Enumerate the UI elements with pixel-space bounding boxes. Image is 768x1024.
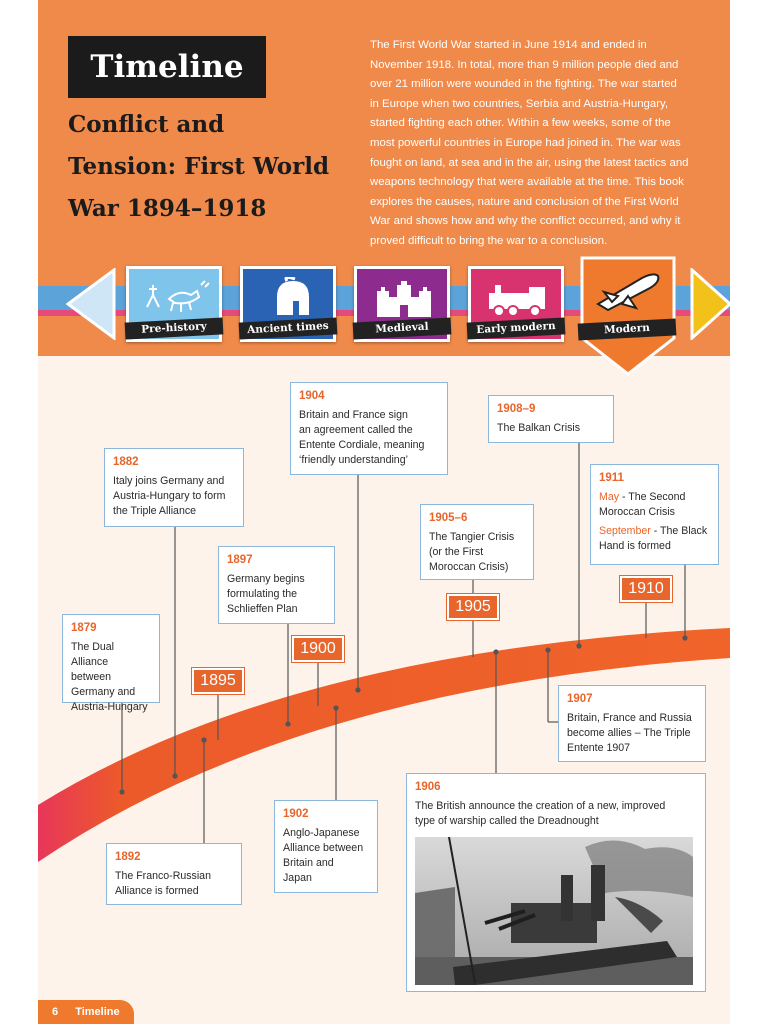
event-text xyxy=(599,490,710,505)
event-text: Schlieffen Plan xyxy=(227,603,298,615)
event-text: (or the First xyxy=(429,546,484,558)
event-text: Anglo-Japanese xyxy=(283,827,360,839)
year-tag-1900: 1900 xyxy=(292,636,344,662)
event-1907 xyxy=(558,685,706,762)
event-1897 xyxy=(218,546,335,624)
intro-line: explores the causes, nature and conclusion of the First World xyxy=(370,195,679,208)
event-text: The Dual Alliance xyxy=(71,641,114,668)
event-1879 xyxy=(62,614,160,713)
event-text: Alliance between xyxy=(283,842,364,854)
event-text: Austria-Hungary xyxy=(71,701,148,713)
event-1905-6 xyxy=(420,504,534,580)
event-text: between xyxy=(71,671,112,683)
event-text: The Balkan Crisis xyxy=(497,422,581,434)
connector-dot xyxy=(494,650,498,654)
event-year: 1905–6 xyxy=(429,512,468,524)
event-text: Britain, France and Russia xyxy=(567,712,692,724)
event-text: Italy joins Germany and xyxy=(113,475,225,487)
subtitle-line: War 1894–1918 xyxy=(68,195,267,222)
page-footer xyxy=(38,1000,134,1024)
event-year: 1892 xyxy=(115,851,141,863)
event-1902 xyxy=(274,800,378,893)
event-text: Moroccan Crisis xyxy=(599,506,675,518)
event-text-part: - The Second xyxy=(619,491,686,503)
event-text: Austria-Hungary to form xyxy=(113,490,226,502)
connector-dot xyxy=(120,790,124,794)
intro-line: most powerful countries in Europe had joined in. The war was xyxy=(370,136,681,149)
subtitle-line: Tension: First World xyxy=(68,153,330,180)
intro-line: proved difficult to bring the war to a conclusion. xyxy=(370,234,608,247)
event-text-part: - The Black xyxy=(650,525,708,537)
event-text: Hand is formed xyxy=(599,540,671,552)
year-tag-1910: 1910 xyxy=(620,576,672,602)
connector-dot xyxy=(546,648,550,652)
event-text: The Tangier Crisis xyxy=(429,531,515,543)
event-text: Entente 1907 xyxy=(567,742,631,754)
event-text: The Franco-Russian xyxy=(115,870,211,882)
event-text: Japan xyxy=(283,872,312,884)
subtitle-line: Conflict and xyxy=(68,111,225,138)
event-year: 1907 xyxy=(567,693,593,705)
era-label: Early modern xyxy=(467,317,566,339)
year-tag-1905: 1905 xyxy=(447,594,499,620)
intro-line: fought on land, at sea and in the air, using the latest tactics and xyxy=(370,156,689,169)
connector-dot xyxy=(356,688,360,692)
connector-dot xyxy=(683,636,687,640)
event-month: September xyxy=(599,525,651,537)
event-year: 1911 xyxy=(599,472,624,484)
event-text: Britain and France sign xyxy=(299,409,408,421)
event-text: Germany and xyxy=(71,686,136,698)
event-month: May xyxy=(599,491,620,503)
page xyxy=(38,0,730,1024)
connector-dot xyxy=(286,722,290,726)
event-1911 xyxy=(590,464,719,565)
intro-line: November 1918. In total, more than 9 million people died and xyxy=(370,58,679,71)
event-text xyxy=(599,524,710,539)
dreadnought-warship-photo xyxy=(415,837,693,985)
event-text: The British announce the creation of a new, improved xyxy=(415,800,666,812)
event-1882 xyxy=(104,448,244,527)
footer-label: Timeline xyxy=(75,1006,120,1018)
event-text: type of warship called the Dreadnought xyxy=(415,815,599,827)
intro-line: in Europe when two countries, Serbia and Austria-Hungary, xyxy=(370,97,669,110)
event-year: 1904 xyxy=(299,390,325,402)
event-text: Entente Cordiale, meaning xyxy=(299,439,425,451)
connector-dot xyxy=(173,774,177,778)
year-tag-1895: 1895 xyxy=(192,668,244,694)
event-text: Alliance is formed xyxy=(115,885,199,897)
event-text: Moroccan Crisis) xyxy=(429,561,509,573)
event-year: 1902 xyxy=(283,808,309,820)
event-text: Germany begins xyxy=(227,573,305,585)
page-number: 6 xyxy=(52,1006,59,1018)
era-label: Ancient times xyxy=(239,317,338,339)
connector-dot xyxy=(577,644,581,648)
era-label: Medieval xyxy=(353,317,452,339)
event-year: 1897 xyxy=(227,554,253,566)
intro-line: weapons technology that were available at the time. This book xyxy=(370,176,684,189)
connector-dot xyxy=(334,706,338,710)
event-text: ‘friendly understanding’ xyxy=(299,454,408,466)
event-year: 1882 xyxy=(113,456,139,468)
event-1892 xyxy=(106,843,242,905)
intro-line: The First World War started in June 1914 and ended in xyxy=(370,39,647,51)
event-text: become allies – The Triple xyxy=(567,727,691,739)
intro-line: started fighting each other. Within a few weeks, some of the xyxy=(370,117,671,130)
event-1908-9 xyxy=(488,395,614,443)
intro-line: over 21 million were wounded in the fighting. The war started xyxy=(370,78,677,91)
page-title: Timeline xyxy=(68,36,266,98)
event-text: the Triple Alliance xyxy=(113,505,197,517)
event-1906 xyxy=(406,773,706,992)
event-year: 1906 xyxy=(415,781,441,793)
era-label: Pre-history xyxy=(125,317,224,339)
event-text: formulating the xyxy=(227,588,298,600)
event-text: Britain and xyxy=(283,857,334,869)
era-label: Modern xyxy=(578,318,677,340)
event-1904 xyxy=(290,382,448,475)
connector-dot xyxy=(202,738,206,742)
intro-line: War and shows how and why the conflict occurred, and why it xyxy=(370,215,681,228)
event-year: 1879 xyxy=(71,622,97,634)
event-text: an agreement called the xyxy=(299,424,413,436)
event-year: 1908–9 xyxy=(497,403,536,415)
